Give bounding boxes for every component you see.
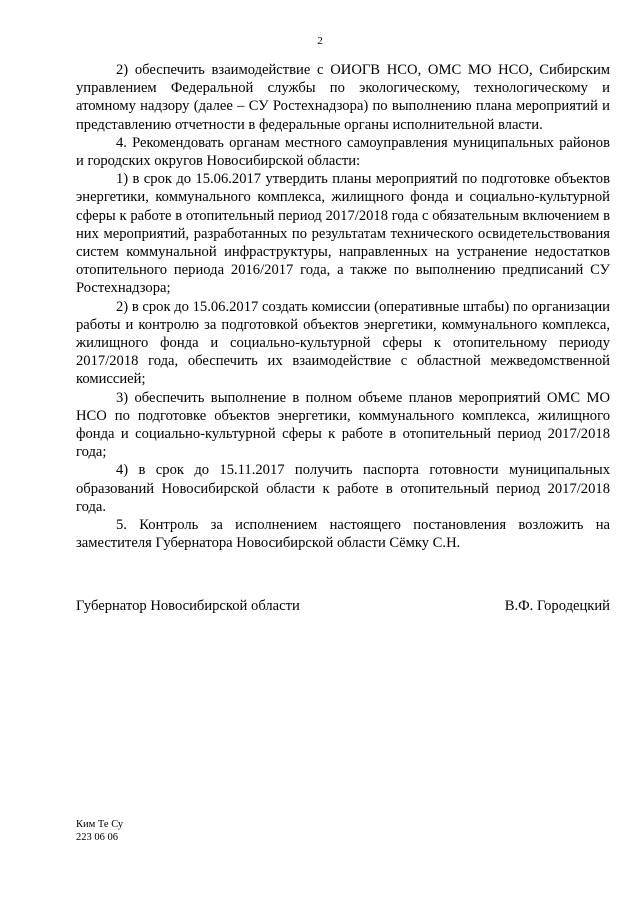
executor-phone: 223 06 06 (76, 832, 118, 843)
page-number: 2 (317, 35, 323, 47)
signatory-name: В.Ф. Городецкий (504, 598, 610, 614)
signature-block (76, 597, 610, 617)
paragraph-item-2: 2) обеспечить взаимодействие с ОИОГВ НСО, ОМС МО НСО, Сибирским управлением Федеральной службы по экологическому, технологическому и атомному надзору (далее – СУ Ростехнадзора) по выполнению плана мероприятий и представлению отчетности в федеральные органы исполнительной власти. (76, 62, 610, 133)
executor-name: Ким Те Су (76, 819, 124, 830)
paragraph-point-5: 5. Контроль за исполнением настоящего постановления возложить на заместителя Губернатора Новосибирской области Сёмку С.Н. (76, 517, 610, 552)
executor-info (76, 818, 123, 844)
paragraph-point-4: 4. Рекомендовать органам местного самоуправления муниципальных районов и городских округов Новосибирской области: (76, 134, 610, 170)
paragraph-subitem-4: 4) в срок до 15.11.2017 получить паспорта готовности муниципальных образований Новосибирской области к работе в отопительный период 2017/2018 года. (76, 462, 610, 515)
signatory-position: Губернатор Новосибирской области (76, 598, 300, 614)
paragraph-subitem-1: 1) в срок до 15.06.2017 утвердить планы мероприятий по подготовке объектов энергетики, коммунального комплекса, жилищного фонда и социально-культурной сферы к работе в отопительный период 2017/2018 года с обязательным включением в них мероприятий, разработанных по результатам технического освидетельствования систем коммунальной инфраструктуры, направленных на устранение недостатков отопительного периода 2016/2017 года, а также по выполнению предписаний СУ Ростехнадзора; (76, 171, 610, 297)
paragraph-subitem-3: 3) обеспечить выполнение в полном объеме планов мероприятий ОМС МО НСО по подготовке объектов энергетики, коммунального комплекса, жилищного фонда и социально-культурной сферы к работе в отопительный период 2017/2018 года; (76, 389, 610, 461)
document-body (76, 61, 610, 552)
paragraph-subitem-2: 2) в срок до 15.06.2017 создать комиссии (оперативные штабы) по организации работы и контролю за подготовкой объектов энергетики, коммунального комплекса, жилищного фонда и социально-культурной сферы к отопительному периоду 2017/2018 года, обеспечить их взаимодействие с областной межведомственной комиссией; (76, 298, 610, 388)
